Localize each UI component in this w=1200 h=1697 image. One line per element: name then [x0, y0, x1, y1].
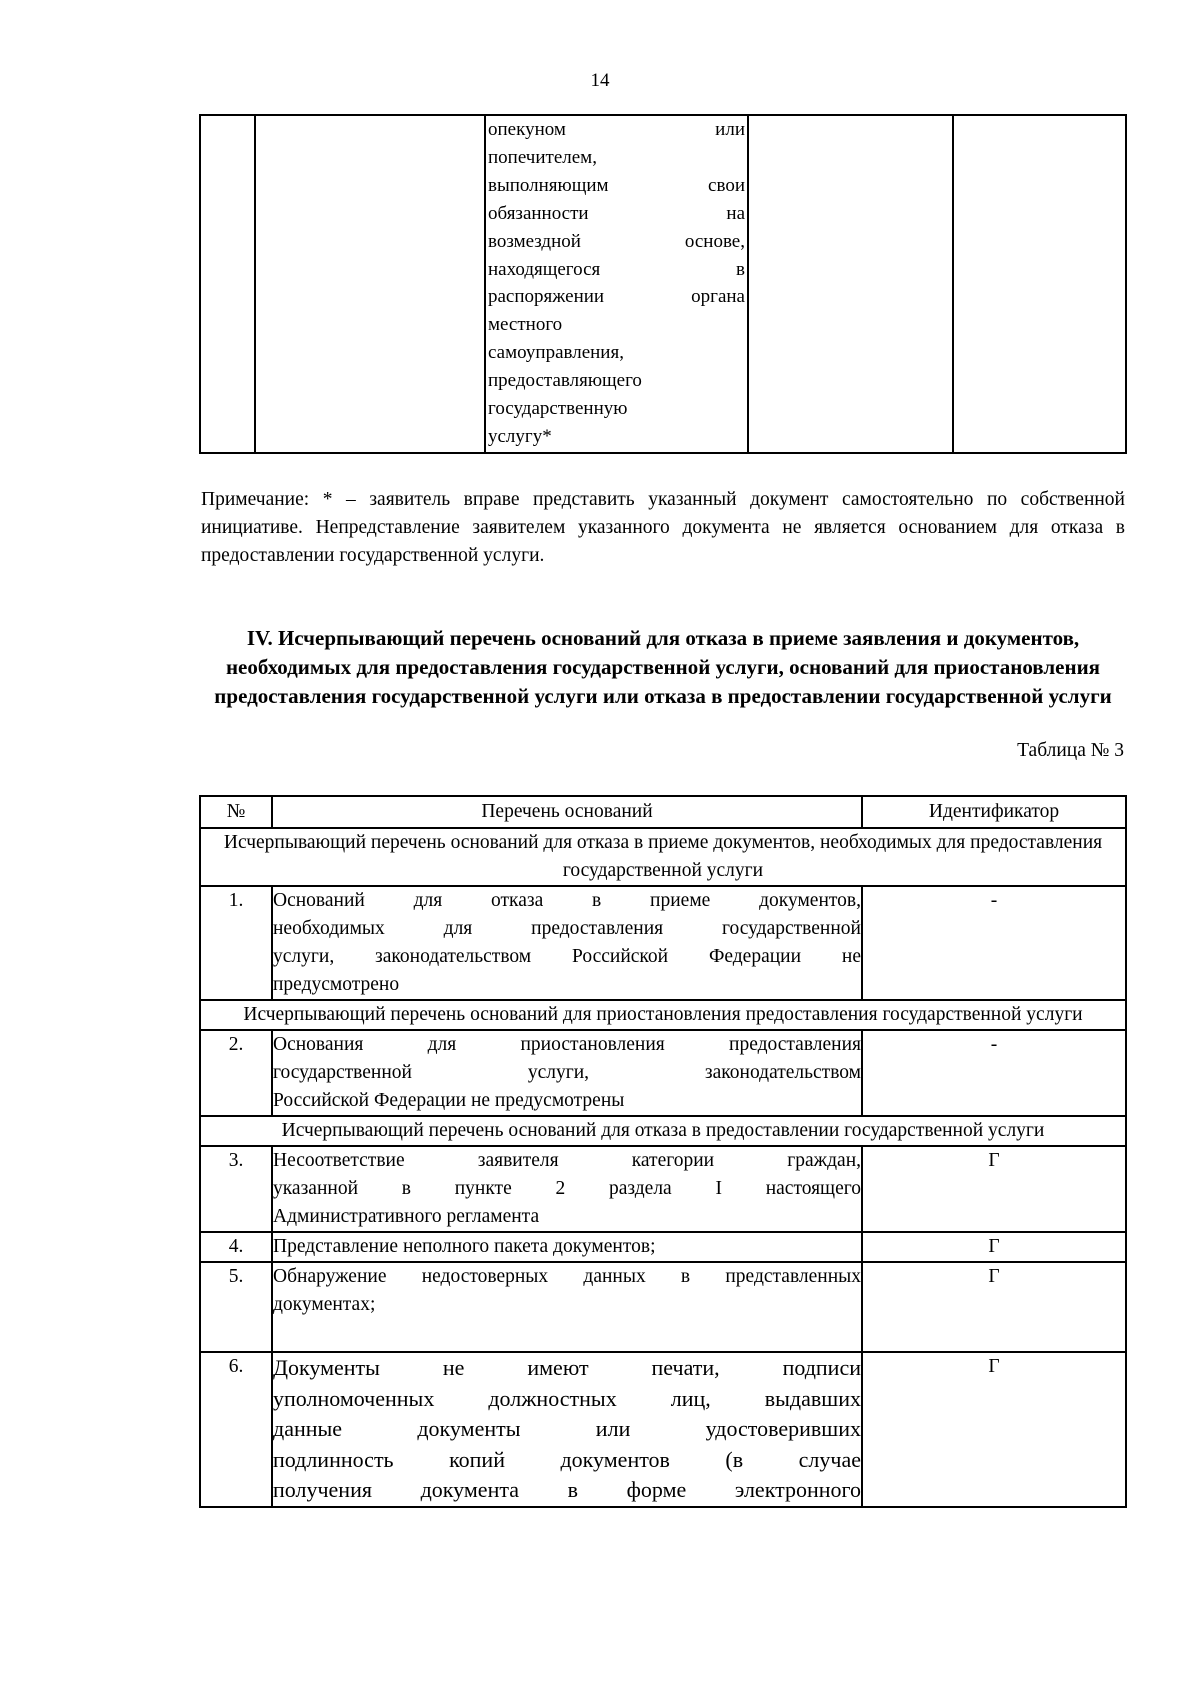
header-number: № [200, 796, 272, 828]
row-reason [272, 1352, 862, 1507]
table-cell [255, 115, 485, 453]
row-identifier: Г [862, 1352, 1126, 1507]
cell-line: государственную [488, 398, 628, 420]
table-row [200, 1146, 1126, 1232]
reason-line: Оснований для отказа в приеме документов, [273, 890, 861, 911]
row-reason [272, 1232, 862, 1262]
reason-line: Представление неполного пакета документов; [273, 1236, 656, 1257]
table-cell [748, 115, 953, 453]
header-identifier: Идентификатор [862, 796, 1126, 828]
cell-line: распоряжении органа [488, 286, 745, 308]
table-row [200, 1352, 1126, 1507]
row-reason [272, 1262, 862, 1352]
reason-line: Российской Федерации не предусмотрены [273, 1090, 625, 1111]
reason-line: указанной в пункте 2 раздела I настоящего [273, 1178, 861, 1199]
group-row [200, 1116, 1126, 1146]
group-heading: Исчерпывающий перечень оснований для отказа в предоставлении государственной услуги [200, 1116, 1126, 1146]
cell-line: выполняющим свои [488, 174, 745, 196]
reason-line: документах; [273, 1294, 376, 1315]
group-heading: Исчерпывающий перечень оснований для отказа в приеме документов, необходимых для предоставления государственной услуги [200, 828, 1126, 886]
reason-line: Несоответствие заявителя категории граждан, [273, 1150, 861, 1171]
row-reason [272, 1146, 862, 1232]
grounds-table [199, 795, 1127, 1508]
reason-line: Обнаружение недостоверных данных в представленных [273, 1266, 861, 1287]
cell-line: попечителем, [488, 146, 597, 168]
cell-line: находящегося в [488, 258, 745, 280]
reason-line: услуги, законодательством Российской Федерации не [273, 946, 861, 967]
group-row [200, 1000, 1126, 1030]
row-number: 4. [200, 1232, 272, 1262]
cell-line: возмездной основе, [488, 230, 745, 252]
reason-line: государственной услуги, законодательством [273, 1062, 861, 1083]
reason-line: Административного регламента [273, 1206, 540, 1227]
page-number: 14 [590, 70, 610, 91]
footnote-note: Примечание: * – заявитель вправе представить указанный документ самостоятельно по собственной инициативе. Непредставление заявителем указанного документа не является основанием для отказа в предоставлении государственной услуги. [201, 489, 1125, 566]
group-row [200, 828, 1126, 886]
reason-line: Документы не имеют печати, подписи [273, 1355, 861, 1380]
row-number: 5. [200, 1262, 272, 1352]
row-reason [272, 886, 862, 1000]
reason-line: данные документы или удостоверивших [273, 1416, 861, 1441]
row-reason [272, 1030, 862, 1116]
cell-line: местного [488, 314, 563, 336]
table-row [200, 1262, 1126, 1352]
row-number: 3. [200, 1146, 272, 1232]
table-header-row [200, 796, 1126, 828]
reason-line: уполномоченных должностных лиц, выдавших [273, 1385, 861, 1411]
reason-line: подлинность копий документов (в случае [273, 1446, 861, 1472]
table-cell [953, 115, 1126, 453]
cell-line: самоуправления, [488, 342, 624, 364]
section-title: IV. Исчерпывающий перечень оснований для отказа в приеме заявления и документов, необходимых для предоставления государственной услуги, оснований для приостановления предоставления государственной услуги или отказа в предоставлении государственной услуги [214, 626, 1112, 708]
table-row [200, 886, 1126, 1000]
row-identifier: Г [862, 1146, 1126, 1232]
row-number: 2. [200, 1030, 272, 1116]
cell-line: обязанности на [488, 202, 745, 224]
reason-line: Основания для приостановления предоставления [273, 1034, 861, 1055]
reason-line: необходимых для предоставления государственной [273, 918, 861, 939]
table-row [200, 1030, 1126, 1116]
group-heading: Исчерпывающий перечень оснований для приостановления предоставления государственной услуги [200, 1000, 1126, 1030]
row-identifier: - [862, 1030, 1126, 1116]
table-cell [200, 115, 255, 453]
table-row [200, 115, 1126, 453]
row-identifier: Г [862, 1262, 1126, 1352]
row-identifier: Г [862, 1232, 1126, 1262]
cell-line: услугу* [488, 425, 552, 447]
row-identifier: - [862, 886, 1126, 1000]
table-caption: Таблица № 3 [1017, 740, 1124, 761]
table-cell-document-description [485, 115, 748, 453]
table-row [200, 1232, 1126, 1262]
continuation-table [199, 114, 1127, 454]
reason-line: предусмотрено [273, 974, 400, 995]
row-number: 1. [200, 886, 272, 1000]
cell-line: опекуном или [488, 119, 745, 140]
row-number: 6. [200, 1352, 272, 1507]
cell-line: предоставляющего [488, 370, 642, 392]
header-grounds: Перечень оснований [272, 796, 862, 828]
reason-line: получения документа в форме электронного [273, 1477, 861, 1502]
